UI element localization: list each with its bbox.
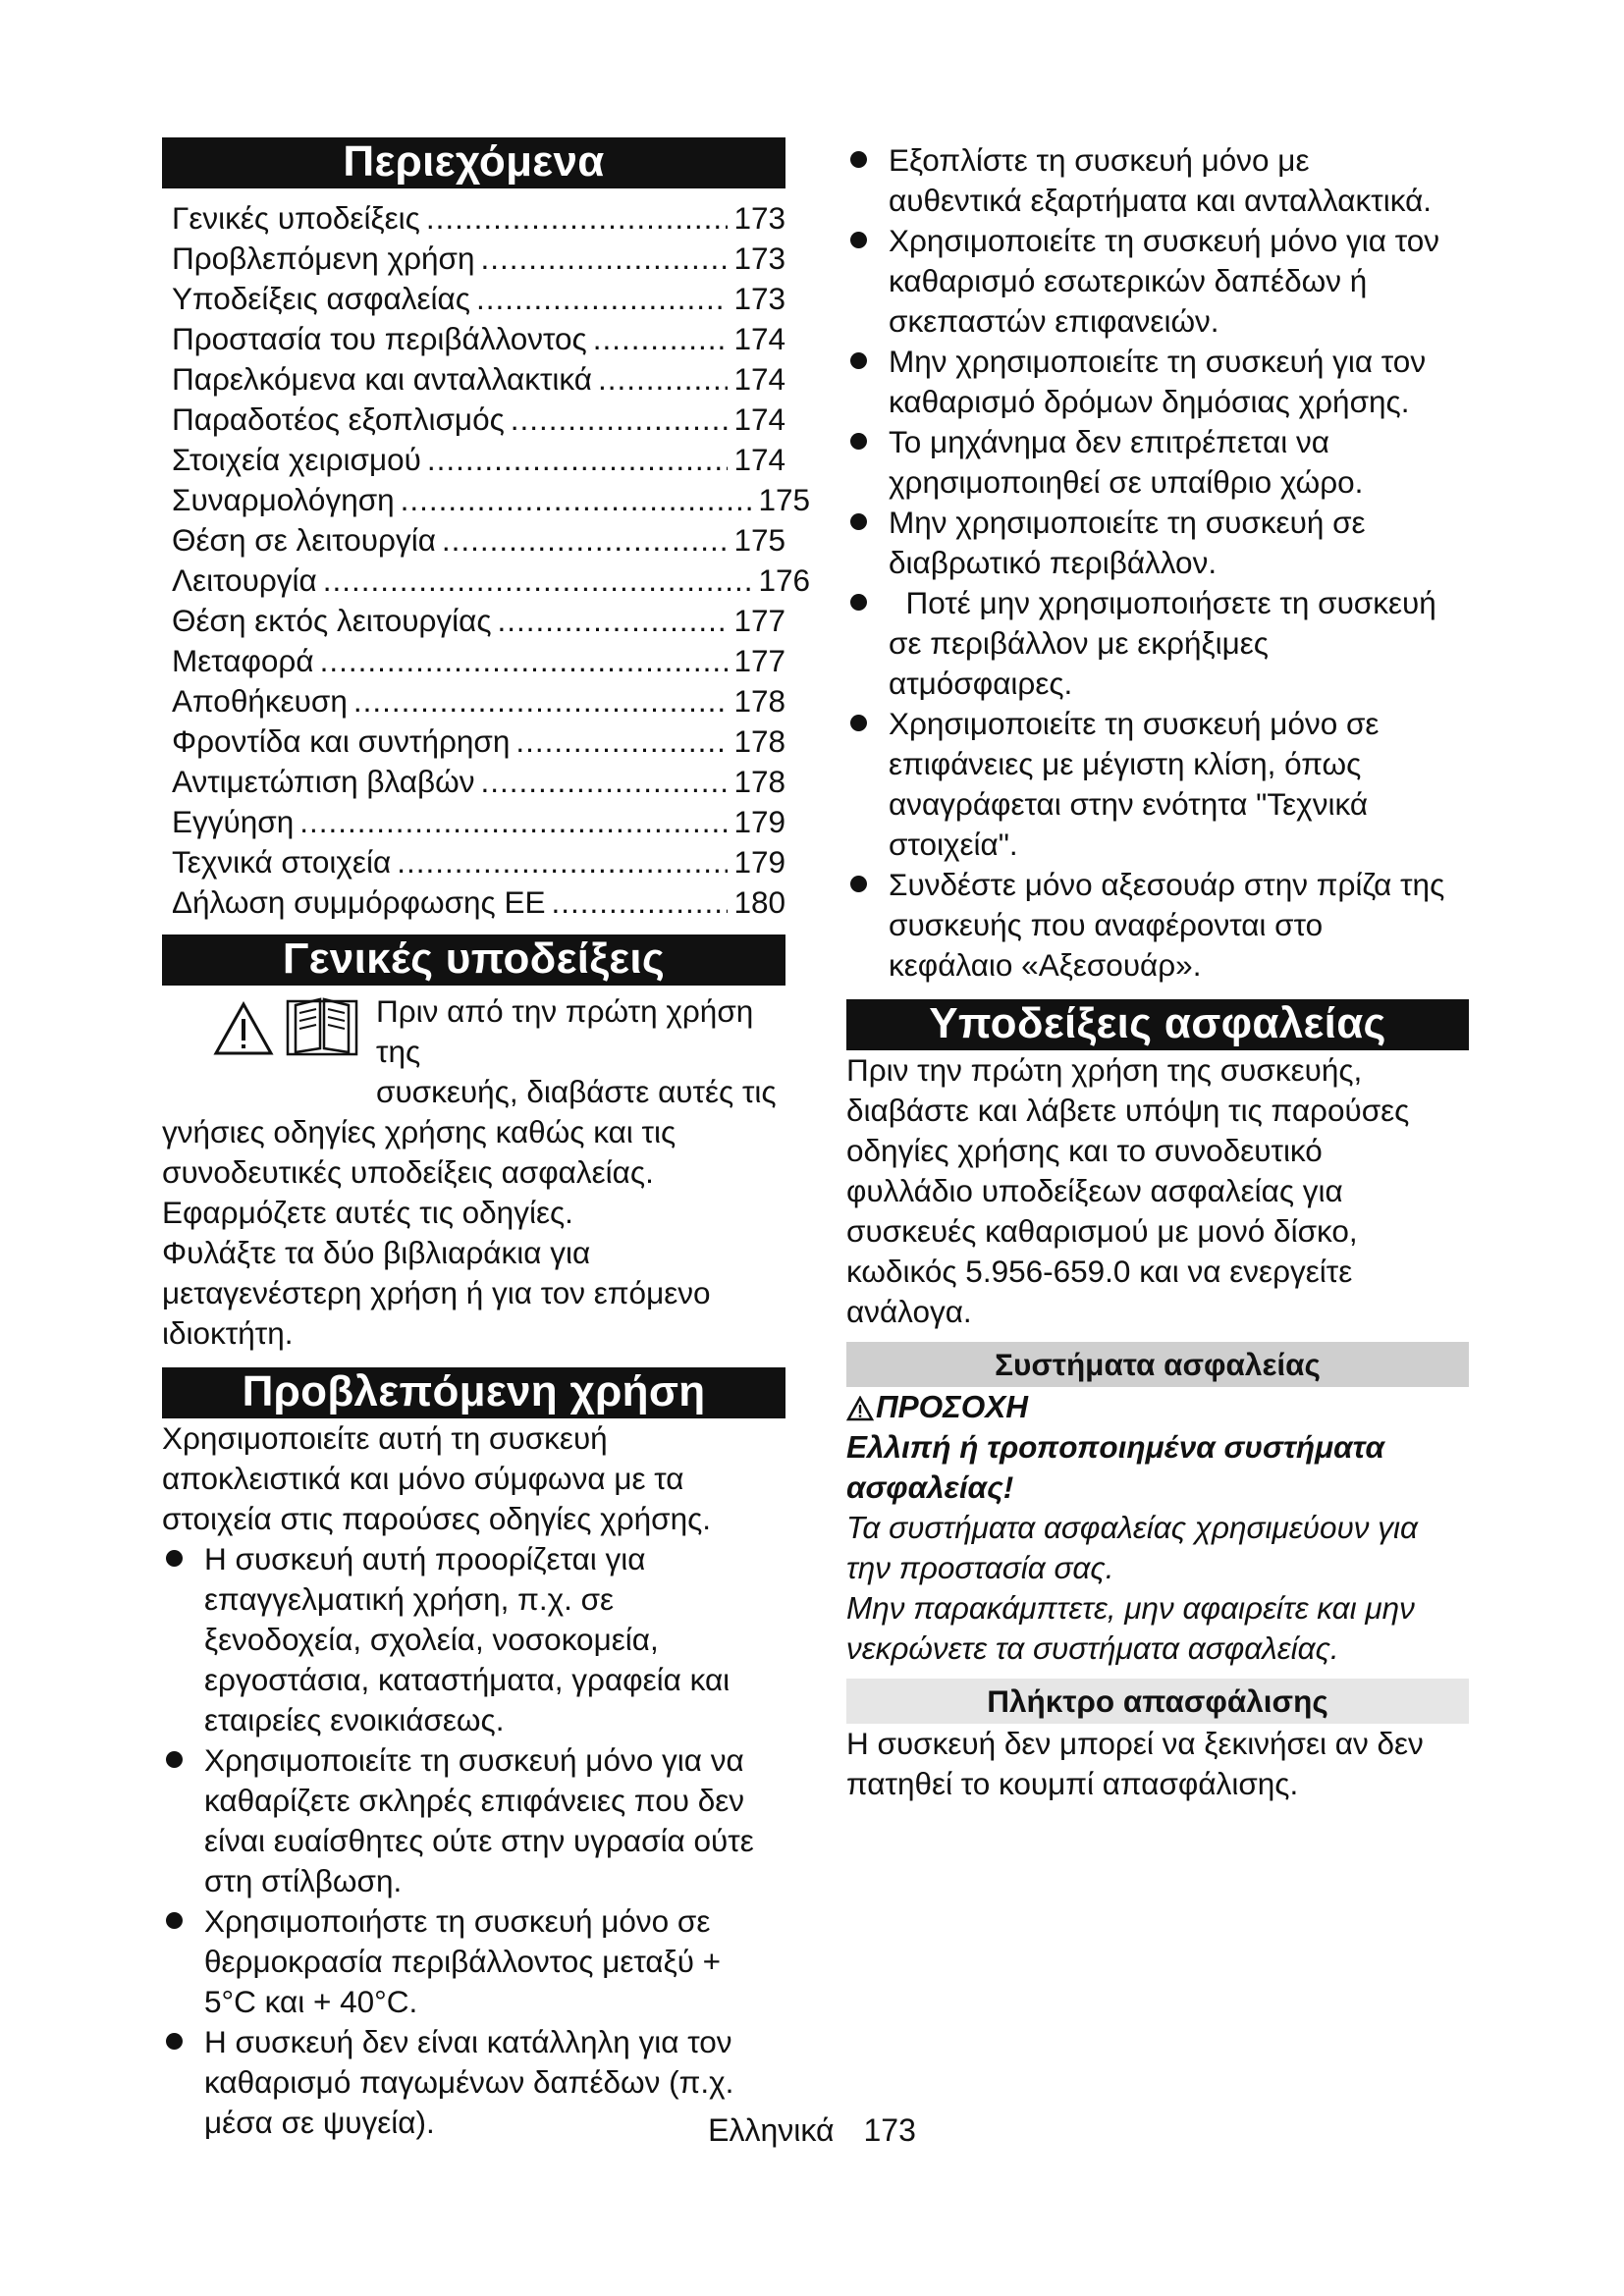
toc-entry bbox=[172, 802, 785, 842]
manual-book-icon bbox=[286, 993, 358, 1056]
intended-use-intro-line: Χρησιμοποιείτε αυτή τη συσκευή bbox=[162, 1420, 608, 1456]
caution-heading-line: ασφαλείας! bbox=[846, 1469, 1014, 1505]
toc-entry bbox=[172, 641, 785, 681]
release-key-text-line: πατηθεί το κουμπί απασφάλισης. bbox=[846, 1766, 1299, 1801]
toc-leader-dots bbox=[498, 601, 729, 641]
toc-title: Περιεχόμενα bbox=[162, 137, 785, 188]
bullet-line: Εξοπλίστε τη συσκευή μόνο με bbox=[889, 142, 1310, 178]
bullet-line: 5°C και + 40°C. bbox=[204, 1984, 418, 2019]
safety-systems-title: Συστήματα ασφαλείας bbox=[846, 1342, 1469, 1387]
bullet-line: Συνδέστε μόνο αξεσουάρ στην πρίζα της bbox=[889, 867, 1445, 902]
bullet-line: Χρησιμοποιείτε τη συσκευή μόνο για να bbox=[204, 1742, 744, 1778]
bullet-line: Η συσκευή αυτή προορίζεται για bbox=[204, 1541, 646, 1576]
toc-leader-dots bbox=[401, 480, 753, 520]
general-body-line: ιδιοκτήτη. bbox=[162, 1315, 294, 1351]
toc-entry-page: 174 bbox=[733, 361, 785, 397]
toc-entry-page: 173 bbox=[733, 281, 785, 316]
toc-leader-dots bbox=[299, 802, 728, 842]
caution-triangle-icon bbox=[846, 1396, 874, 1421]
caution-heading bbox=[846, 1427, 1469, 1508]
general-intro-line-2: συσκευής, διαβάστε αυτές τις bbox=[376, 1074, 777, 1109]
bullet-item bbox=[846, 583, 1469, 704]
general-icons bbox=[213, 993, 358, 1056]
general-body-line: συνοδευτικές υποδείξεις ασφαλείας. bbox=[162, 1154, 654, 1190]
toc-entry bbox=[172, 721, 785, 762]
general-title: Γενικές υποδείξεις bbox=[162, 934, 785, 986]
toc-leader-dots bbox=[442, 520, 729, 561]
toc-leader-dots bbox=[480, 762, 728, 802]
table-of-contents bbox=[172, 198, 810, 923]
bullet-line: επιφάνειες με μέγιστη κλίση, όπως bbox=[889, 746, 1362, 781]
toc-leader-dots bbox=[476, 279, 728, 319]
safety-intro-line: διαβάστε και λάβετε υπόψη τις παρούσες bbox=[846, 1093, 1410, 1128]
bullet-line: αυθεντικά εξαρτήματα και ανταλλακτικά. bbox=[889, 183, 1433, 218]
caution-text-line: Μην παρακάμπτετε, μην αφαιρείτε και μην bbox=[846, 1590, 1415, 1626]
toc-entry bbox=[172, 400, 785, 440]
bullet-line: Χρησιμοποιείτε τη συσκευή μόνο για τον bbox=[889, 223, 1439, 258]
bullet-line: επαγγελματική χρήση, π.χ. σε bbox=[204, 1581, 615, 1617]
toc-entry-label: Προστασία του περιβάλλοντος bbox=[172, 321, 587, 356]
bullet-line: στη στίλβωση. bbox=[204, 1863, 403, 1898]
toc-entry-label: Δήλωση συμμόρφωσης ΕΕ bbox=[172, 884, 546, 920]
bullet-line: σε περιβάλλον με εκρήξιμες bbox=[889, 625, 1269, 661]
bullet-line: διαβρωτικό περιβάλλον. bbox=[889, 545, 1218, 580]
toc-entry bbox=[172, 520, 785, 561]
release-key-text bbox=[846, 1724, 1469, 1804]
bullet-line: μέσα σε ψυγεία). bbox=[204, 2105, 435, 2140]
toc-entry-label: Αντιμετώπιση βλαβών bbox=[172, 764, 475, 799]
bullet-line: σκεπαστών επιφανειών. bbox=[889, 303, 1219, 339]
bullet-item bbox=[846, 704, 1469, 865]
bullet-line: στοιχεία". bbox=[889, 827, 1018, 862]
bullet-item bbox=[162, 1740, 785, 1901]
bullet-line: καθαρισμό εσωτερικών δαπέδων ή bbox=[889, 263, 1368, 298]
toc-leader-dots bbox=[551, 882, 728, 923]
caution-text-line: Τα συστήματα ασφαλείας χρησιμεύουν για bbox=[846, 1510, 1418, 1545]
release-key-title: Πλήκτρο απασφάλισης bbox=[846, 1679, 1469, 1724]
caution-heading-line: Ελλιπή ή τροποποιημένα συστήματα bbox=[846, 1429, 1385, 1465]
bullet-item bbox=[162, 1901, 785, 2022]
intended-use-intro bbox=[162, 1418, 785, 1539]
intended-use-intro-line: αποκλειστικά και μόνο σύμφωνα με τα bbox=[162, 1461, 684, 1496]
toc-entry-page: 174 bbox=[733, 442, 785, 477]
toc-entry bbox=[172, 882, 785, 923]
toc-entry bbox=[172, 480, 810, 520]
toc-entry-page: 177 bbox=[733, 643, 785, 678]
bullet-item bbox=[846, 342, 1469, 422]
toc-entry-page: 173 bbox=[733, 200, 785, 236]
general-body-line: Φυλάξτε τα δύο βιβλιαράκια για bbox=[162, 1235, 591, 1270]
toc-entry-page: 173 bbox=[733, 240, 785, 276]
safety-intro-line: συσκευές καθαρισμού με μονό δίσκο, bbox=[846, 1213, 1358, 1249]
page-footer bbox=[0, 2110, 1624, 2150]
footer-language: Ελληνικά bbox=[708, 2112, 835, 2148]
toc-entry bbox=[172, 440, 785, 480]
bullet-line: ατμόσφαιρες. bbox=[889, 666, 1073, 701]
toc-entry bbox=[172, 239, 785, 279]
toc-entry-page: 179 bbox=[733, 844, 785, 880]
bullet-line: Μην χρησιμοποιείτε τη συσκευή για τον bbox=[889, 344, 1427, 379]
bullet-item bbox=[846, 865, 1469, 986]
safety-intro bbox=[846, 1050, 1469, 1332]
bullet-line: εταιρείες ενοικιάσεως. bbox=[204, 1702, 505, 1737]
toc-leader-dots bbox=[353, 681, 729, 721]
bullet-line: εργοστάσια, καταστήματα, γραφεία και bbox=[204, 1662, 731, 1697]
general-intro-line-1: Πριν από την πρώτη χρήση της bbox=[376, 993, 754, 1069]
toc-leader-dots bbox=[598, 359, 728, 400]
toc-entry bbox=[172, 601, 785, 641]
bullet-line: Ποτέ μην χρησιμοποιήσετε τη συσκευή bbox=[889, 585, 1436, 620]
toc-leader-dots bbox=[323, 561, 753, 601]
toc-entry-label: Θέση σε λειτουργία bbox=[172, 522, 436, 558]
toc-entry bbox=[172, 842, 785, 882]
bullet-line: αναγράφεται στην ενότητα "Τεχνικά bbox=[889, 786, 1369, 822]
bullet-line: Η συσκευή δεν είναι κατάλληλη για τον bbox=[204, 2024, 732, 2059]
footer-page-number: 173 bbox=[863, 2112, 916, 2148]
toc-entry-label: Γενικές υποδείξεις bbox=[172, 200, 420, 236]
toc-entry bbox=[172, 561, 810, 601]
toc-entry-page: 179 bbox=[733, 804, 785, 839]
intended-use-list-continued bbox=[846, 140, 1469, 986]
safety-title: Υποδείξεις ασφαλείας bbox=[846, 999, 1469, 1050]
toc-entry-label: Υποδείξεις ασφαλείας bbox=[172, 281, 470, 316]
general-body-line: Εφαρμόζετε αυτές τις οδηγίες. bbox=[162, 1195, 573, 1230]
toc-entry-page: 175 bbox=[733, 522, 785, 558]
warning-triangle-icon bbox=[213, 1001, 274, 1056]
bullet-line: συσκευής που αναφέρονται στο bbox=[889, 907, 1324, 942]
toc-entry-label: Στοιχεία χειρισμού bbox=[172, 442, 421, 477]
bullet-item bbox=[846, 422, 1469, 503]
bullet-line: καθαρίζετε σκληρές επιφάνειες που δεν bbox=[204, 1783, 745, 1818]
bullet-line: Χρησιμοποιήστε τη συσκευή μόνο σε bbox=[204, 1903, 711, 1939]
toc-leader-dots bbox=[511, 400, 729, 440]
toc-entry-label: Παραδοτέος εξοπλισμός bbox=[172, 401, 505, 437]
toc-entry bbox=[172, 359, 785, 400]
toc-entry-page: 177 bbox=[733, 603, 785, 638]
toc-entry-page: 174 bbox=[733, 321, 785, 356]
safety-intro-line: Πριν την πρώτη χρήση της συσκευής, bbox=[846, 1052, 1363, 1088]
safety-intro-line: οδηγίες χρήσης και το συνοδευτικό bbox=[846, 1133, 1323, 1168]
safety-intro-line: κωδικός 5.956-659.0 και να ενεργείτε bbox=[846, 1254, 1353, 1289]
general-body-line: γνήσιες οδηγίες χρήσης καθώς και τις bbox=[162, 1114, 677, 1149]
bullet-item bbox=[162, 1539, 785, 1740]
toc-entry-label: Φροντίδα και συντήρηση bbox=[172, 723, 511, 759]
toc-entry bbox=[172, 762, 785, 802]
caution-label-text: ΠΡΟΣΟΧΗ bbox=[876, 1389, 1028, 1424]
toc-entry-page: 178 bbox=[733, 764, 785, 799]
bullet-item bbox=[846, 503, 1469, 583]
bullet-line: Μην χρησιμοποιείτε τη συσκευή σε bbox=[889, 505, 1366, 540]
toc-entry-page: 180 bbox=[733, 884, 785, 920]
bullet-line: χρησιμοποιηθεί σε υπαίθριο χώρο. bbox=[889, 464, 1364, 500]
safety-intro-line: φυλλάδιο υποδείξεων ασφαλείας για bbox=[846, 1173, 1343, 1208]
bullet-line: καθαρισμό δρόμων δημόσιας χρήσης. bbox=[889, 384, 1410, 419]
toc-entry-label: Μεταφορά bbox=[172, 643, 314, 678]
toc-leader-dots bbox=[515, 721, 728, 762]
toc-leader-dots bbox=[427, 440, 729, 480]
intended-use-intro-line: στοιχεία στις παρούσες οδηγίες χρήσης. bbox=[162, 1501, 712, 1536]
bullet-line: Χρησιμοποιείτε τη συσκευή μόνο σε bbox=[889, 706, 1380, 741]
general-body bbox=[162, 1112, 785, 1354]
bullet-line: ξενοδοχεία, σχολεία, νοσοκομεία, bbox=[204, 1622, 659, 1657]
toc-entry-label: Θέση εκτός λειτουργίας bbox=[172, 603, 492, 638]
toc-leader-dots bbox=[426, 198, 729, 239]
bullet-item bbox=[846, 221, 1469, 342]
toc-entry-page: 175 bbox=[758, 482, 810, 517]
toc-entry bbox=[172, 681, 785, 721]
toc-entry-label: Εγγύηση bbox=[172, 804, 295, 839]
toc-entry-page: 178 bbox=[733, 723, 785, 759]
toc-entry-page: 178 bbox=[733, 683, 785, 719]
toc-entry-label: Προβλεπόμενη χρήση bbox=[172, 240, 475, 276]
bullet-line: καθαρισμό παγωμένων δαπέδων (π.χ. bbox=[204, 2064, 734, 2100]
bullet-line: κεφάλαιο «Αξεσουάρ». bbox=[889, 947, 1202, 983]
caution-text-line: την προστασία σας. bbox=[846, 1550, 1114, 1585]
safety-intro-line: ανάλογα. bbox=[846, 1294, 972, 1329]
bullet-line: Το μηχάνημα δεν επιτρέπεται να bbox=[889, 424, 1329, 459]
toc-entry-page: 174 bbox=[733, 401, 785, 437]
bullet-line: είναι ευαίσθητες ούτε στην υγρασία ούτε bbox=[204, 1823, 754, 1858]
toc-entry-label: Συναρμολόγηση bbox=[172, 482, 395, 517]
toc-entry bbox=[172, 279, 785, 319]
right-column bbox=[846, 140, 1469, 1804]
toc-entry-label: Λειτουργία bbox=[172, 562, 317, 598]
general-intro bbox=[162, 991, 785, 1112]
toc-entry bbox=[172, 198, 785, 239]
toc-leader-dots bbox=[320, 641, 729, 681]
toc-entry bbox=[172, 319, 785, 359]
intended-use-list bbox=[162, 1539, 785, 2143]
toc-leader-dots bbox=[481, 239, 729, 279]
caution-label bbox=[846, 1387, 1469, 1427]
bullet-item bbox=[846, 140, 1469, 221]
toc-entry-page: 176 bbox=[758, 562, 810, 598]
release-key-text-line: Η συσκευή δεν μπορεί να ξεκινήσει αν δεν bbox=[846, 1726, 1424, 1761]
toc-entry-label: Αποθήκευση bbox=[172, 683, 348, 719]
caution-text bbox=[846, 1508, 1469, 1669]
left-column bbox=[162, 137, 810, 2143]
toc-leader-dots bbox=[593, 319, 729, 359]
toc-leader-dots bbox=[397, 842, 728, 882]
toc-entry-label: Τεχνικά στοιχεία bbox=[172, 844, 392, 880]
general-body-line: μεταγενέστερη χρήση ή για τον επόμενο bbox=[162, 1275, 711, 1310]
caution-text-line: νεκρώνετε τα συστήματα ασφαλείας. bbox=[846, 1630, 1339, 1666]
toc-entry-label: Παρελκόμενα και ανταλλακτικά bbox=[172, 361, 592, 397]
intended-use-title: Προβλεπόμενη χρήση bbox=[162, 1367, 785, 1418]
bullet-line: θερμοκρασία περιβάλλοντος μεταξύ + bbox=[204, 1944, 722, 1979]
